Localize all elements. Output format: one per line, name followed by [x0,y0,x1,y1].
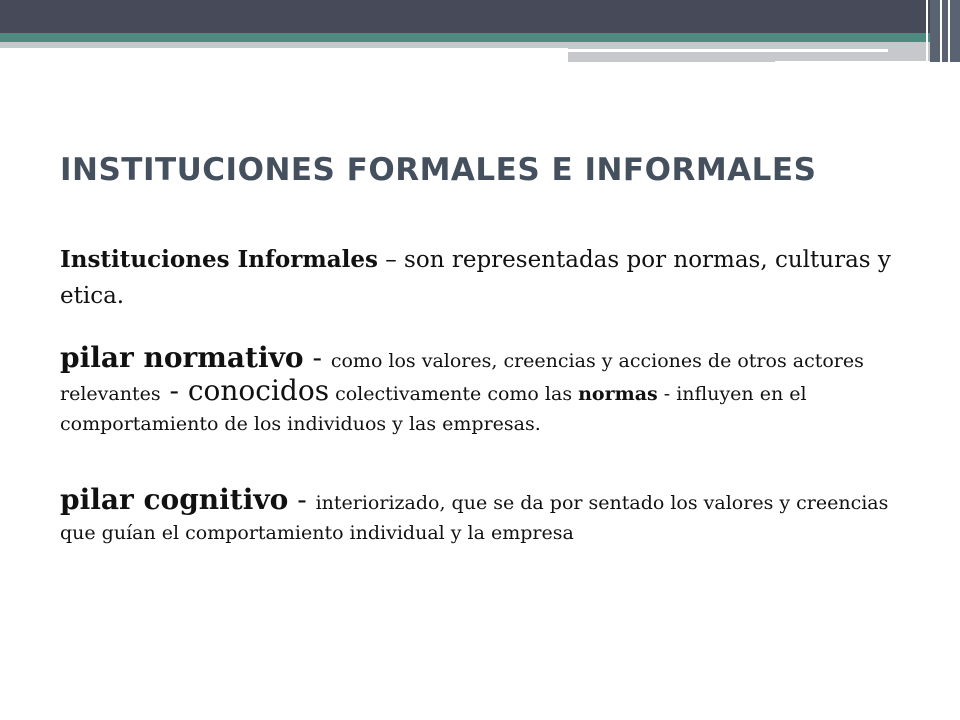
normative-known: conocidos [187,374,330,407]
cognitive-dash: - [288,483,316,516]
paragraph-normative-pillar [60,343,920,439]
normative-text-3: - influyen en el comportamiento de los individuos y las empresas. [60,383,807,435]
header-vertical-line-3 [948,0,950,62]
informal-institutions-description: – son representadas por normas, culturas y etica. [60,247,891,309]
header-band-dark [0,0,960,33]
slide-body [60,242,920,548]
normative-text-1: como los valores, creencias y acciones de otros actores relevantes [60,350,864,405]
normative-dash-1: - [303,341,331,374]
header-vertical-line-1 [926,0,928,62]
header-band-teal [0,33,960,42]
paragraph-informal-institutions [60,242,920,314]
normative-text-2: colectivamente como las [329,383,579,405]
term-normative-pillar: pilar normativo [60,341,304,374]
normative-dash-2: - [160,374,188,407]
header-vertical-line-2 [940,0,942,62]
term-cognitive-pillar: pilar cognitivo [60,483,289,516]
header-band-right-block [930,0,960,62]
cognitive-text: interiorizado, que se da por sentado los valores y creencias que guían el comportamiento individual y la empresa [60,492,889,544]
paragraph-cognitive-pillar [60,485,920,548]
slide-title: INSTITUCIONES FORMALES E INFORMALES [60,152,817,188]
term-informal-institutions: Instituciones Informales [60,246,378,273]
normative-norms: normas [578,383,658,405]
header-white-line [568,49,888,52]
